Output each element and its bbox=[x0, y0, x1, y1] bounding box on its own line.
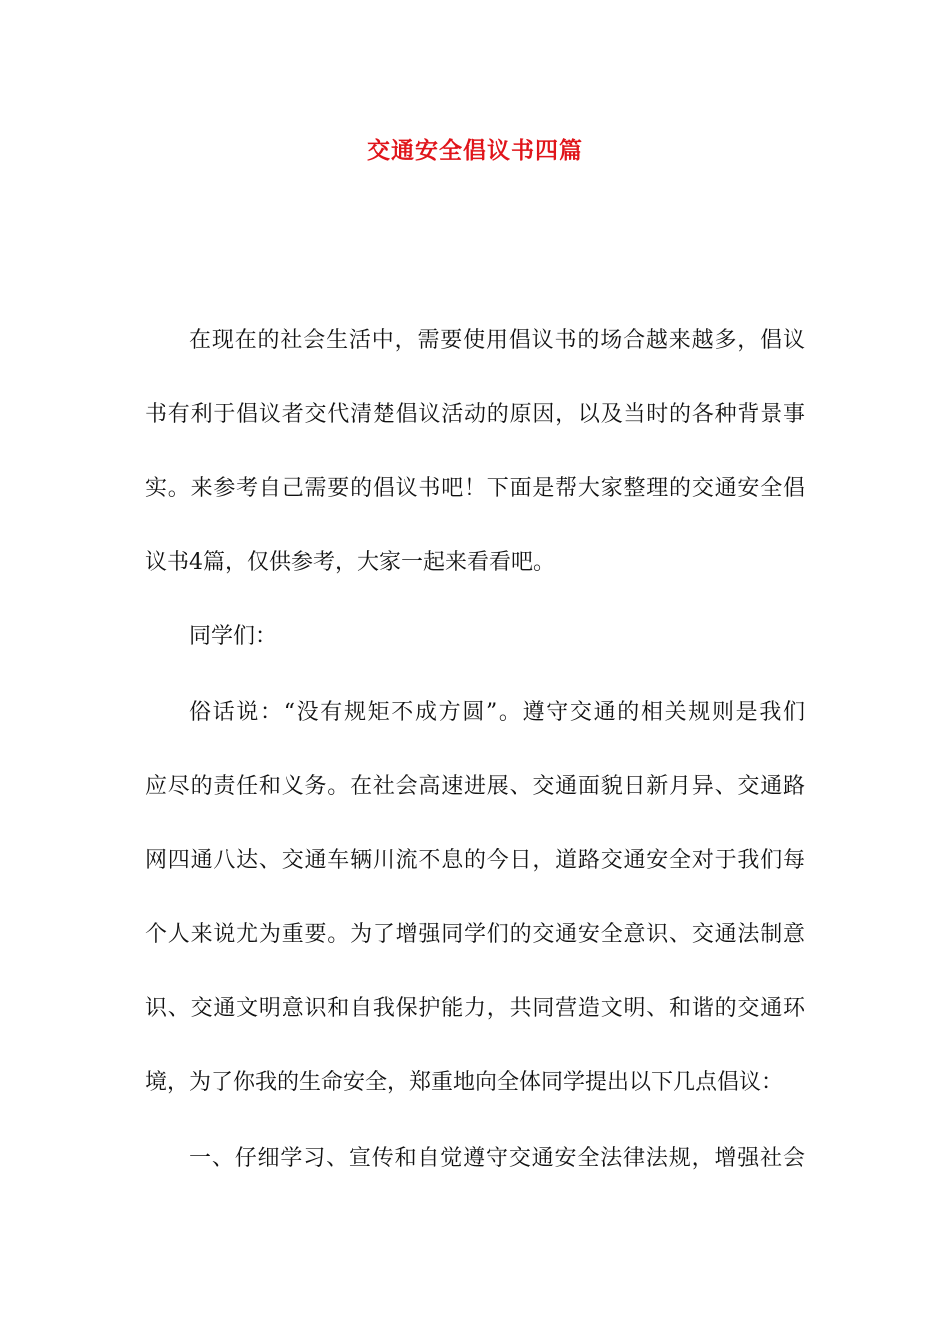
paragraph-line: 应尽的责任和义务。在社会高速进展、交通面貌日新月异、交通路 bbox=[145, 774, 805, 799]
paragraph-line: 个人来说尤为重要。为了增强同学们的交通安全意识、交通法制意 bbox=[145, 922, 805, 947]
paragraph-line: 在现在的社会生活中，需要使用倡议书的场合越来越多，倡议 bbox=[189, 328, 805, 353]
paragraph-line: 一、仔细学习、宣传和自觉遵守交通安全法律法规，增强社会 bbox=[189, 1146, 805, 1171]
salutation: 同学们： bbox=[189, 624, 278, 649]
paragraph-line: 议书4篇，仅供参考，大家一起来看看吧。 bbox=[145, 550, 555, 575]
document-title: 交通安全倡议书四篇 bbox=[367, 137, 583, 164]
paragraph-line: 境，为了你我的生命安全，郑重地向全体同学提出以下几点倡议： bbox=[145, 1070, 784, 1095]
paragraph-line: 俗话说：“没有规矩不成方圆”。遵守交通的相关规则是我们 bbox=[189, 700, 805, 725]
paragraph-line: 识、交通文明意识和自我保护能力，共同营造文明、和谐的交通环 bbox=[145, 996, 805, 1021]
paragraph-line: 书有利于倡议者交代清楚倡议活动的原因，以及当时的各种背景事 bbox=[145, 402, 805, 427]
paragraph-line: 实。来参考自己需要的倡议书吧！下面是帮大家整理的交通安全倡 bbox=[145, 476, 805, 501]
paragraph-line: 网四通八达、交通车辆川流不息的今日，道路交通安全对于我们每 bbox=[145, 848, 805, 873]
